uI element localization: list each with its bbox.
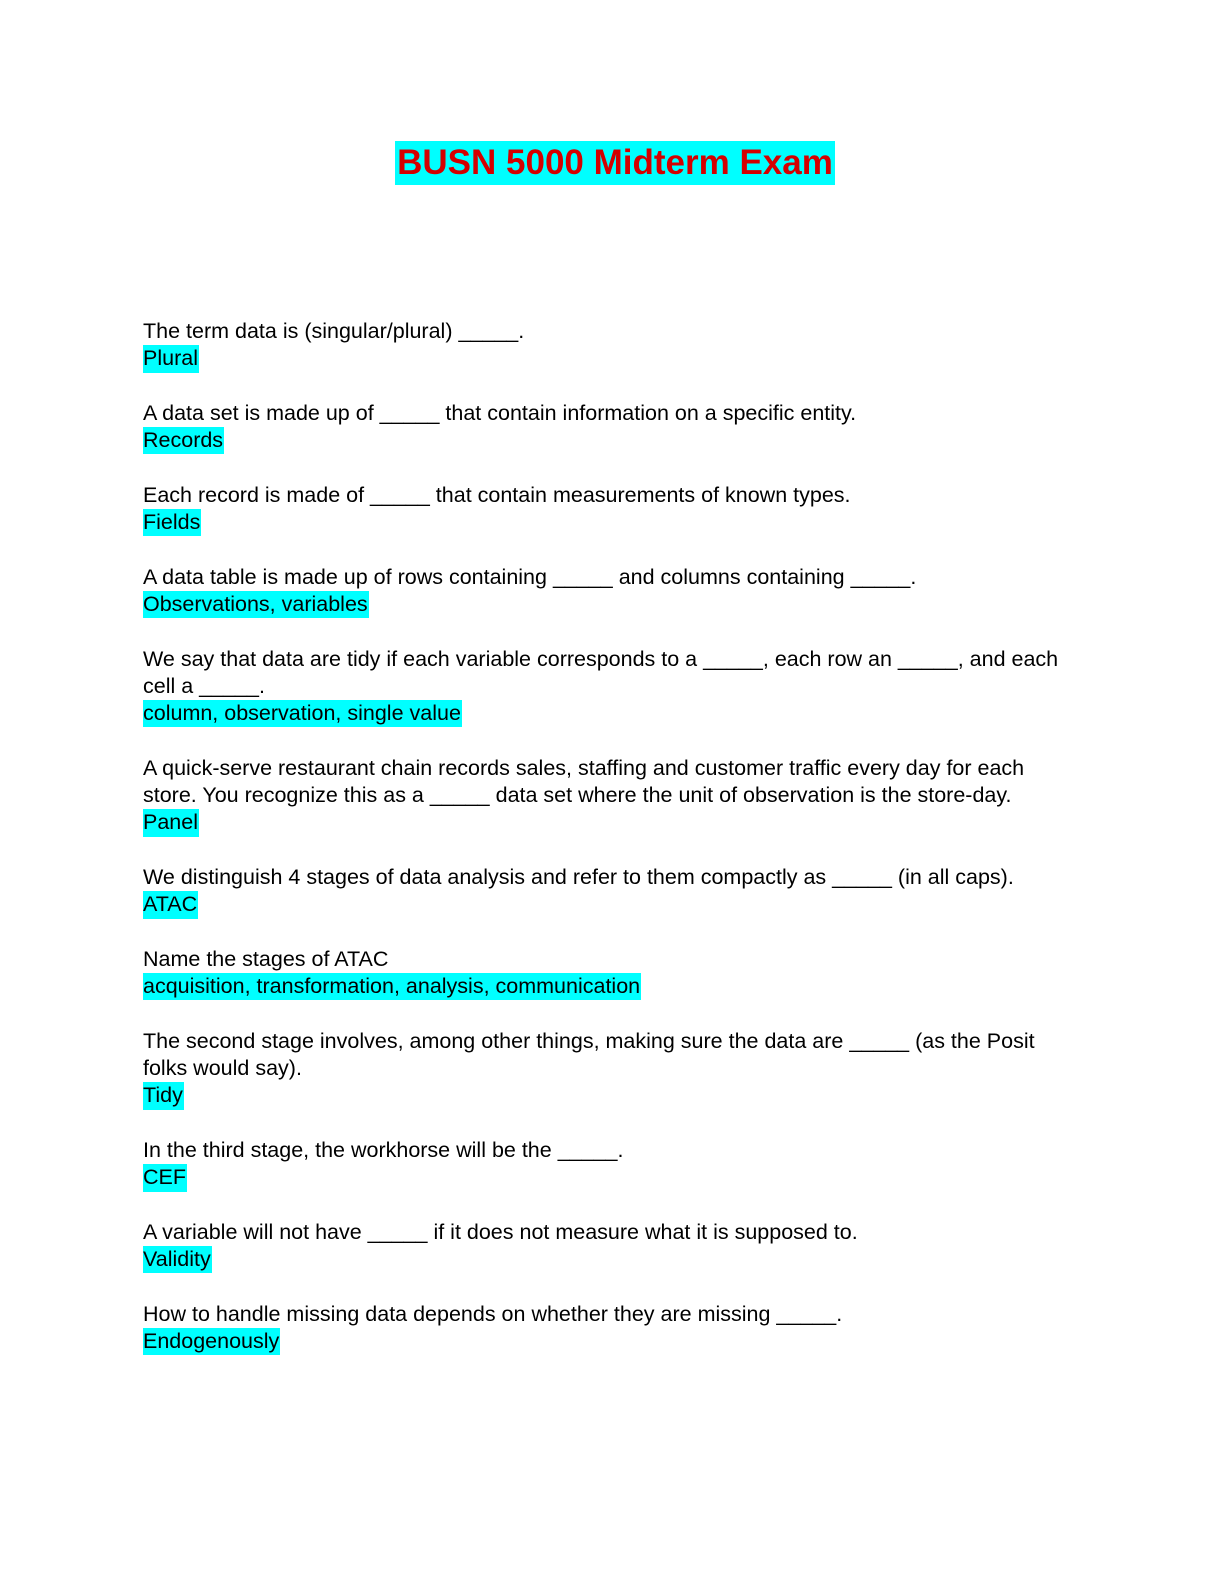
question-item — [143, 482, 1083, 537]
question-text: How to handle missing data depends on whether they are missing _____. — [143, 1301, 843, 1326]
question-text: Each record is made of _____ that contain measurements of known types. — [143, 482, 851, 507]
question-item — [143, 1137, 1083, 1192]
question-item — [143, 946, 1083, 1001]
answer-text: Records — [143, 427, 224, 454]
answer-text: Fields — [143, 509, 201, 536]
question-text: A quick-serve restaurant chain records sales, staffing and customer traffic every day for each store. You recognize this as a _____ data set where the unit of observation is the store-day. — [143, 755, 1025, 808]
answer-text: Validity — [143, 1246, 212, 1273]
question-item — [143, 646, 1083, 728]
question-item — [143, 318, 1083, 373]
question-item — [143, 1219, 1083, 1274]
question-text: We distinguish 4 stages of data analysis and refer to them compactly as _____ (in all caps). — [143, 864, 1014, 889]
question-item — [143, 864, 1083, 919]
answer-text: Tidy — [143, 1082, 184, 1109]
title-container — [0, 141, 1224, 185]
question-text: We say that data are tidy if each variable corresponds to a _____, each row an _____, and each cell a _____. — [143, 646, 1059, 698]
question-list — [143, 318, 1083, 1383]
question-item — [143, 1028, 1083, 1110]
question-item — [143, 400, 1083, 455]
answer-text: ATAC — [143, 891, 198, 918]
question-text: The second stage involves, among other things, making sure the data are _____ (as the Posit folks would say). — [143, 1028, 1035, 1081]
answer-text: column, observation, single value — [143, 700, 462, 727]
answer-text: Observations, variables — [143, 591, 369, 618]
question-item — [143, 564, 1083, 619]
answer-text: Plural — [143, 345, 199, 372]
question-text: A data table is made up of rows containing _____ and columns containing _____. — [143, 564, 917, 589]
answer-text: Endogenously — [143, 1328, 280, 1355]
question-text: The term data is (singular/plural) _____. — [143, 319, 525, 343]
question-text: Name the stages of ATAC — [143, 946, 389, 971]
answer-text: CEF — [143, 1164, 187, 1191]
question-text: In the third stage, the workhorse will be the _____. — [143, 1137, 624, 1162]
page-title: BUSN 5000 Midterm Exam — [395, 141, 835, 185]
question-text: A variable will not have _____ if it does not measure what it is supposed to. — [143, 1219, 858, 1244]
answer-text: Panel — [143, 809, 199, 836]
question-item — [143, 1301, 1083, 1356]
answer-text: acquisition, transformation, analysis, communication — [143, 973, 641, 1000]
question-text: A data set is made up of _____ that contain information on a specific entity. — [143, 400, 857, 425]
question-item — [143, 755, 1083, 837]
